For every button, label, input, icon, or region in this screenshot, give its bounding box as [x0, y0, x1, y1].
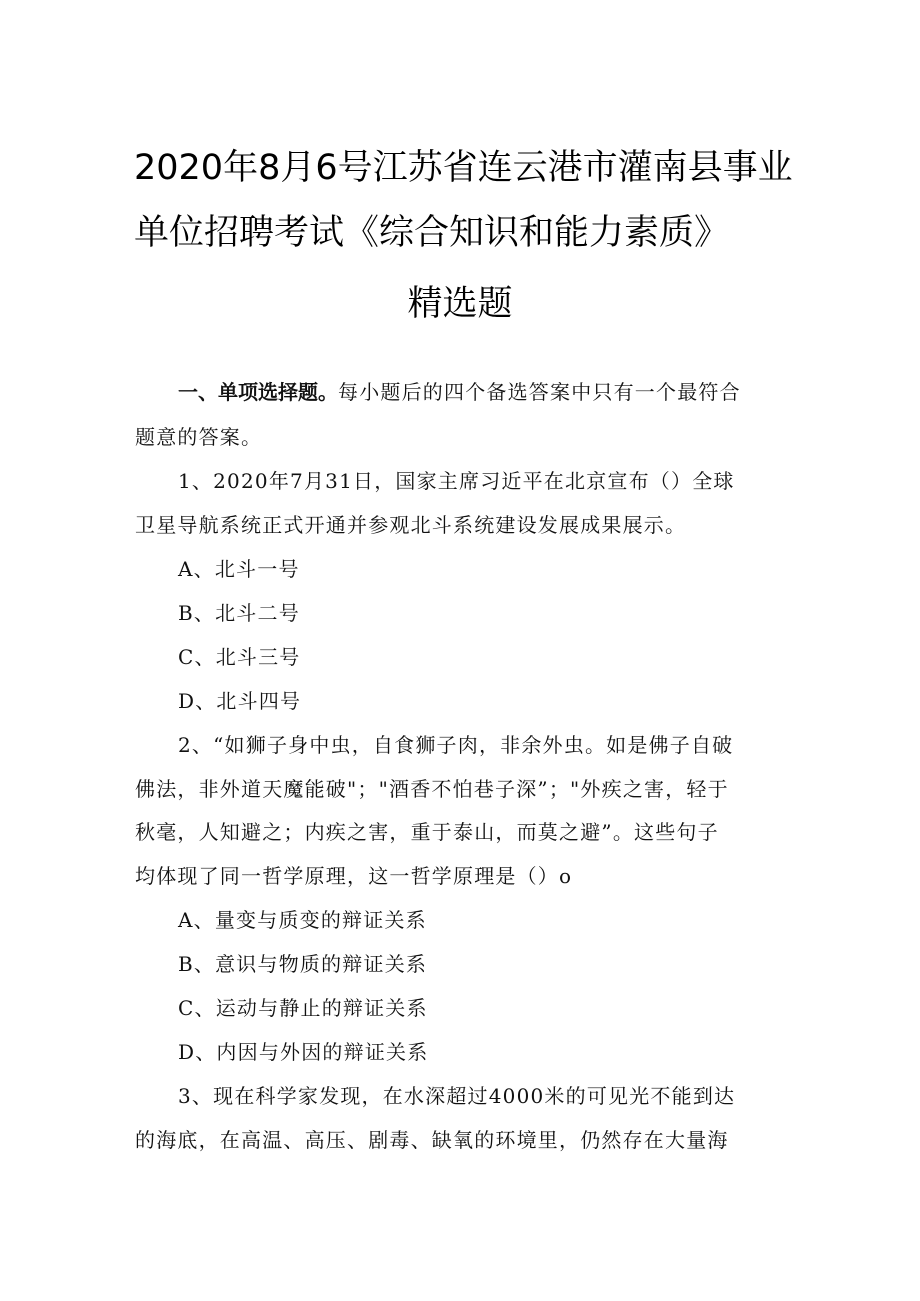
question-2-line-3: 秋毫，人知避之；内疾之害，重于泰山，而莫之避”。这些句子 [135, 820, 719, 844]
question-1-option-b: B、北斗二号 [178, 601, 300, 625]
document-title-line-3: 精选题 [407, 284, 513, 324]
question-3-line-2: 的海底，在高温、高压、剧毒、缺氧的环境里，仍然存在大量海 [135, 1128, 729, 1152]
question-1-line-1: 1、2020年7月31日，国家主席习近平在北京宣布（）全球 [178, 469, 735, 493]
question-2-option-b: B、意识与物质的辩证关系 [178, 952, 428, 976]
question-2-line-2: 佛法，非外道天魔能破"；"酒香不怕巷子深”；"外疾之害，轻于 [135, 777, 729, 801]
question-3-line-1: 3、现在科学家发现，在水深超过4000米的可见光不能到达 [178, 1084, 736, 1108]
question-1-option-c: C、北斗三号 [178, 645, 301, 669]
document-title-line-1: 2020年8月6号江苏省连云港市灌南县事业 [134, 148, 793, 188]
question-1-option-d: D、北斗四号 [178, 689, 302, 713]
question-2-line-1: 2、“如狮子身中虫，自食狮子肉，非余外虫。如是佛子自破 [178, 733, 734, 757]
question-2-option-c: C、运动与静止的辩证关系 [178, 996, 428, 1020]
question-2-option-a: A、量变与质变的辩证关系 [178, 908, 427, 932]
question-1-option-a: A、北斗一号 [178, 557, 300, 581]
question-2-line-4: 均体现了同一哲学原理，这一哲学原理是（）o [135, 864, 573, 888]
section-intro-line-2: 题意的答案。 [135, 425, 263, 449]
document-title-line-2: 单位招聘考试《综合知识和能力素质》 [134, 213, 730, 253]
section-intro-text: 每小题后的四个备选答案中只有一个最符合 [338, 380, 741, 404]
section-heading: 一、单项选择题。 [178, 380, 338, 404]
section-intro-line-1 [178, 378, 838, 406]
question-2-option-d: D、内因与外因的辩证关系 [178, 1040, 429, 1064]
question-1-line-2: 卫星导航系统正式开通并参观北斗系统建设发展成果展示。 [135, 513, 687, 537]
